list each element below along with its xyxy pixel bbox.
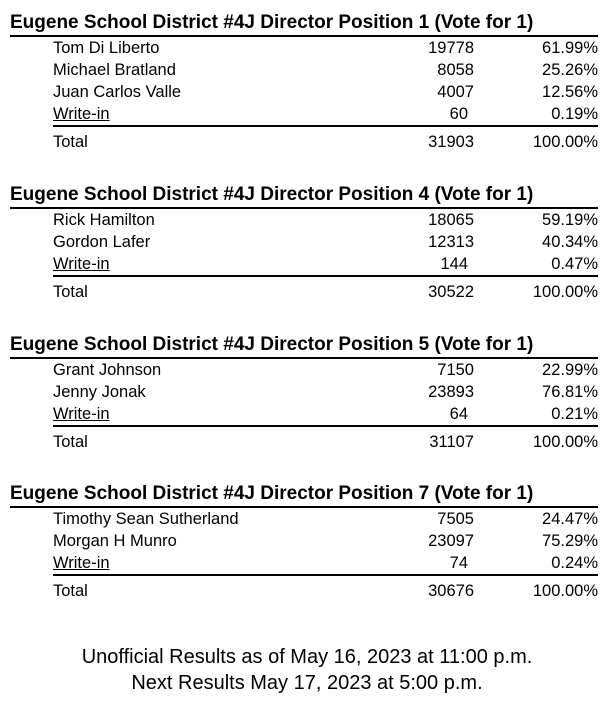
- candidate-name: Timothy Sean Sutherland: [53, 510, 239, 528]
- total-label: Total: [53, 582, 88, 600]
- writein-row: [53, 403, 598, 427]
- candidate-percent: 76.81%: [542, 383, 598, 401]
- candidate-votes: 4007: [437, 83, 474, 101]
- candidate-votes: 23893: [428, 383, 474, 401]
- race-position-1: [10, 12, 604, 153]
- candidate-percent: 24.47%: [542, 510, 598, 528]
- candidate-row: [10, 508, 604, 530]
- writein-votes: 144: [440, 255, 468, 273]
- candidate-name: Tom Di Liberto: [53, 39, 160, 57]
- writein-label: Write-in: [53, 554, 110, 572]
- candidate-row: [10, 231, 604, 253]
- candidate-row: [10, 381, 604, 403]
- candidate-votes: 12313: [428, 233, 474, 251]
- candidate-row: [10, 209, 604, 231]
- writein-votes: 74: [449, 554, 468, 572]
- total-percent: 100.00%: [532, 582, 598, 600]
- results-footer: [0, 644, 614, 696]
- writein-row: [53, 103, 598, 127]
- writein-label: Write-in: [53, 255, 110, 273]
- candidate-votes: 18065: [428, 211, 474, 229]
- candidate-percent: 12.56%: [542, 83, 598, 101]
- writein-percent: 0.24%: [551, 554, 598, 572]
- total-row: [10, 131, 604, 153]
- race-title: Eugene School District #4J Director Position 4 (Vote for 1): [10, 184, 598, 209]
- writein-percent: 0.19%: [551, 105, 598, 123]
- candidate-votes: 7505: [437, 510, 474, 528]
- candidate-row: [10, 81, 604, 103]
- total-row: [10, 580, 604, 602]
- race-title: Eugene School District #4J Director Position 1 (Vote for 1): [10, 12, 598, 37]
- candidate-name: Rick Hamilton: [53, 211, 155, 229]
- candidate-percent: 25.26%: [542, 61, 598, 79]
- candidate-row: [10, 37, 604, 59]
- candidate-votes: 7150: [437, 361, 474, 379]
- candidate-name: Juan Carlos Valle: [53, 83, 182, 101]
- candidate-percent: 40.34%: [542, 233, 598, 251]
- total-votes: 31903: [428, 133, 474, 151]
- writein-percent: 0.21%: [551, 405, 598, 423]
- total-row: [10, 431, 604, 453]
- candidate-row: [10, 359, 604, 381]
- total-label: Total: [53, 433, 88, 451]
- next-results-note: Next Results May 17, 2023 at 5:00 p.m.: [131, 672, 483, 694]
- total-percent: 100.00%: [532, 133, 598, 151]
- total-label: Total: [53, 283, 88, 301]
- candidate-row: [10, 530, 604, 552]
- candidate-votes: 23097: [428, 532, 474, 550]
- total-row: [10, 281, 604, 303]
- candidate-percent: 22.99%: [542, 361, 598, 379]
- total-percent: 100.00%: [532, 283, 598, 301]
- race-title: Eugene School District #4J Director Position 7 (Vote for 1): [10, 483, 598, 508]
- race-position-4: [10, 184, 604, 303]
- writein-row: [53, 253, 598, 277]
- race-title: Eugene School District #4J Director Position 5 (Vote for 1): [10, 334, 598, 359]
- candidate-percent: 75.29%: [542, 532, 598, 550]
- writein-label: Write-in: [53, 405, 110, 423]
- total-percent: 100.00%: [532, 433, 598, 451]
- candidate-name: Morgan H Munro: [53, 532, 177, 550]
- writein-votes: 64: [449, 405, 468, 423]
- candidate-votes: 8058: [437, 61, 474, 79]
- total-votes: 30522: [428, 283, 474, 301]
- writein-votes: 60: [449, 105, 468, 123]
- candidate-name: Gordon Lafer: [53, 233, 151, 251]
- candidate-percent: 59.19%: [542, 211, 598, 229]
- candidate-row: [10, 59, 604, 81]
- candidate-name: Jenny Jonak: [53, 383, 146, 401]
- candidate-name: Grant Johnson: [53, 361, 162, 379]
- candidate-votes: 19778: [428, 39, 474, 57]
- total-votes: 31107: [429, 433, 474, 451]
- total-label: Total: [53, 133, 88, 151]
- candidate-name: Michael Bratland: [53, 61, 176, 79]
- race-position-7: [10, 483, 604, 602]
- unofficial-results-note: Unofficial Results as of May 16, 2023 at 11:00 p.m.: [81, 646, 533, 668]
- writein-label: Write-in: [53, 105, 110, 123]
- total-votes: 30676: [428, 582, 474, 600]
- candidate-percent: 61.99%: [542, 39, 598, 57]
- race-position-5: [10, 334, 604, 453]
- writein-row: [53, 552, 598, 576]
- writein-percent: 0.47%: [551, 255, 598, 273]
